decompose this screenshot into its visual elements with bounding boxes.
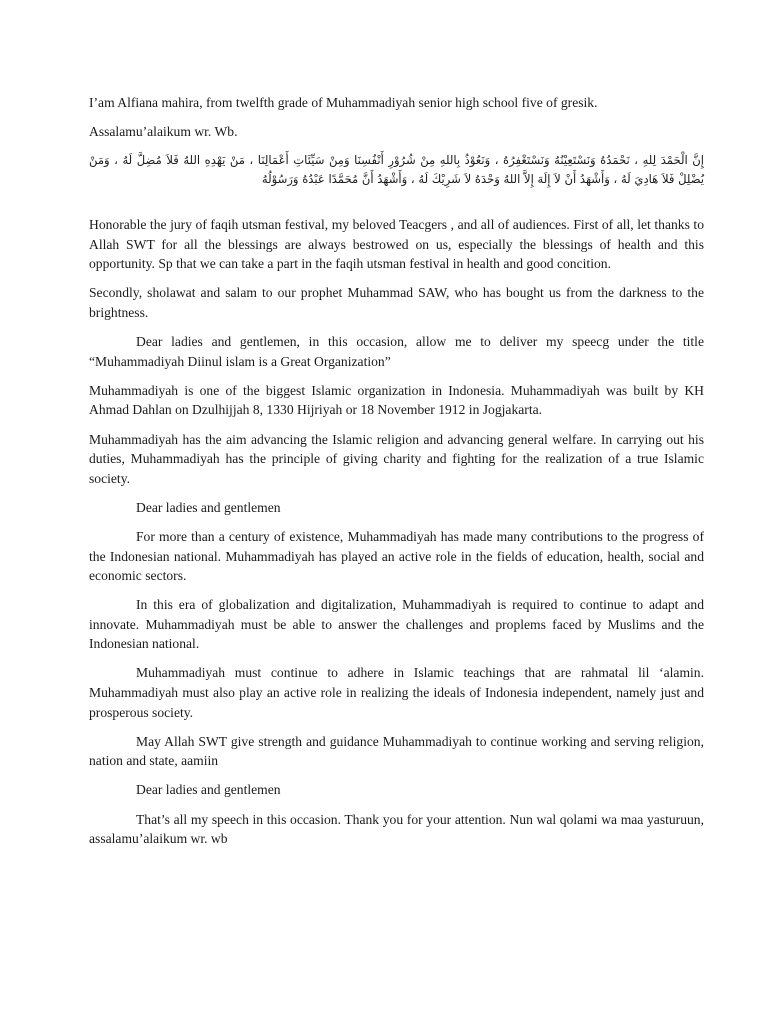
speech-document bbox=[89, 93, 704, 858]
speech-paragraph: Secondly, sholawat and salam to our prophet Muhammad SAW, who has bought us from the darkness to the brightness. bbox=[89, 285, 704, 321]
speech-paragraph: Dear ladies and gentlemen, in this occasion, allow me to deliver my speecg under the title “Muhammadiyah Diinul islam is a Great Organization” bbox=[89, 334, 704, 369]
speech-paragraph: May Allah SWT give strength and guidance Muhammadiyah to continue working and serving religion, nation and state, aamiin bbox=[89, 733, 704, 769]
speech-paragraph: That’s all my speech in this occasion. Thank you for your attention. Nun wal qolami wa maa yasturuun, assalamu’alaikum wr. wb bbox=[89, 811, 704, 847]
speech-paragraph: In this era of globalization and digitalization, Muhammadiyah is required to continue to adapt and innovate. Muhammadiyah must be able to answer the challenges and proplems faced by Muslims and the Indonesian national. bbox=[89, 597, 704, 652]
speech-paragraph: Muhammadiyah has the aim advancing the Islamic religion and advancing general welfare. In carrying out his duties, Muhammadiyah has the principle of giving charity and fighting for the realization of a true Islamic society. bbox=[89, 431, 704, 486]
speech-body bbox=[89, 215, 704, 849]
speech-paragraph: For more than a century of existence, Muhammadiyah has made many contributions to the progress of the Indonesian national. Muhammadiyah has played an active role in the fields of education, health, social and economic sectors. bbox=[89, 528, 704, 584]
speech-paragraph: Dear ladies and gentlemen bbox=[136, 499, 281, 515]
intro-line: I’am Alfiana mahira, from twelfth grade of Muhammadiyah senior high school five of gresik. bbox=[89, 95, 598, 110]
speech-paragraph: Muhammadiyah is one of the biggest Islamic organization in Indonesia. Muhammadiyah was built by KH Ahmad Dahlan on Dzulhijjah 8, 1330 Hijriyah or 18 November 1912 in Jogjakarta. bbox=[89, 382, 704, 418]
arabic-opening: إِنَّ الْحَمْدَ لِلهِ ، نَحْمَدُهُ وَنَسْتَعِيْنُهُ وَنَسْتَغْفِرُهُ ، وَنَعُوْذُ بِاللهِ مِنْ شُرُوْرِ أَنْفُسِنَا وَمِنْ سَيِّئَاتِ أَعْمَالِنَا ، مَنْ يَهْدِهِ اللهُ فَلاَ مُضِلَّ لَهُ ، وَمَنْ يُضْلِلْ فَلاَ هَادِيَ لَهُ ، وَأَشْهَدُ أَنْ لاَ إِلَهَ إِلاَّ اللهُ وَحْدَهُ لاَ شَرِيْكَ لَهُ ، وَأَشْهَدُ أَنَّ مُحَمَّدًا عَبْدُهُ وَرَسُوْلُهُ bbox=[89, 153, 704, 187]
speech-paragraph: Muhammadiyah must continue to adhere in Islamic teachings that are rahmatal lil ‘alamin. Muhammadiyah must also play an active role in realizing the ideals of Indonesia independent, namely just and prosperous society. bbox=[89, 665, 704, 720]
speech-paragraph: Honorable the jury of faqih utsman festival, my beloved Teacgers , and all of audiences. First of all, let thanks to Allah SWT for all the blessings are always bestrowed on us, especially the blessings of health and this opportunity. Sp that we can take a part in the faqih utsman festival in health and good concition. bbox=[89, 217, 704, 272]
speech-paragraph: Dear ladies and gentlemen bbox=[136, 782, 281, 798]
greeting-line: Assalamu’alaikum wr. Wb. bbox=[89, 124, 238, 140]
